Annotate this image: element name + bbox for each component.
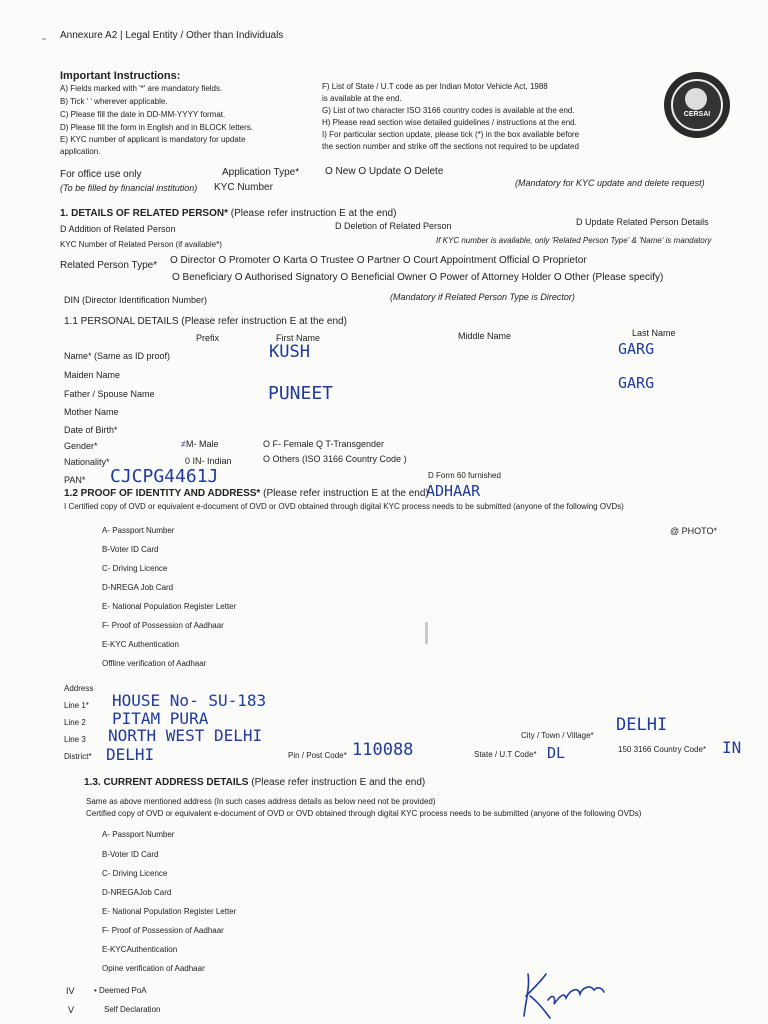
list-item[interactable]: E-KYC Authentication xyxy=(102,640,179,649)
list-item[interactable]: E- National Population Register Letter xyxy=(102,907,237,916)
address-line2-field[interactable]: PITAM PURA xyxy=(112,709,209,728)
personal-details-title: 1.1 PERSONAL DETAILS (Please refer instruction E at the end) xyxy=(64,316,347,327)
district-field[interactable]: DELHI xyxy=(106,745,155,764)
form60-checkbox[interactable]: D Form 60 furnished xyxy=(428,471,501,480)
poi-note: (Please refer instruction E at the end) xyxy=(263,488,429,499)
application-type-label: Application Type* xyxy=(222,167,300,178)
name-label: Name* (Same as ID proof) xyxy=(64,351,171,361)
instruction-item: A) Fields marked with '*' are mandatory fields. xyxy=(60,84,223,93)
city-label: City / Town / Village* xyxy=(521,731,594,740)
gender-male-option[interactable] xyxy=(181,440,218,449)
middle-name-column-header: Middle Name xyxy=(458,331,512,341)
list-item[interactable]: D-NREGA Job Card xyxy=(102,583,174,592)
father-spouse-label: Father / Spouse Name xyxy=(64,389,155,399)
gender-other-options[interactable]: O F- Female Q T-Transgender xyxy=(263,439,385,449)
office-use-label: For office use only xyxy=(60,169,142,180)
state-field[interactable]: DL xyxy=(547,744,566,762)
section1-heading: 1. DETAILS OF RELATED PERSON* xyxy=(60,208,228,219)
address-line2-label: Line 2 xyxy=(64,718,86,727)
first-name-column-header: First Name xyxy=(276,333,321,343)
list-item[interactable]: C- Driving Licence xyxy=(102,869,168,878)
strike-mark: ≠ xyxy=(181,439,186,449)
related-person-type-options-1[interactable]: O Director O Promoter O Karta O Trustee O Partner O Court Appointment Official O Proprietor xyxy=(170,255,587,266)
instruction-item: E) KYC number of applicant is mandatory for update xyxy=(60,135,246,144)
self-declaration-option[interactable]: Self Declaration xyxy=(104,1005,161,1014)
state-label: State / U.T Code* xyxy=(474,750,537,759)
current-certified-note: Certified copy of OVD or equivalent e-document of OVD or OVD obtained through digital KYC process needs to be submitted (anyone of the following OVDs) xyxy=(86,809,642,818)
instruction-item: I) For particular section update, please tick (*) in the box available before xyxy=(322,130,580,139)
list-item[interactable]: F- Proof of Possession of Aadhaar xyxy=(102,926,224,935)
instruction-item: H) Please read section wise detailed guidelines / instructions at the end. xyxy=(322,118,577,127)
related-person-type-label: Related Person Type* xyxy=(60,260,158,271)
address-line3-field[interactable]: NORTH WEST DELHI xyxy=(108,726,263,745)
list-item[interactable]: D-NREGAJob Card xyxy=(102,888,172,897)
related-kyc-label: KYC Number of Related Person (if available*) xyxy=(60,240,222,249)
related-kyc-note: If KYC number is available, only 'Related Person Type' & 'Name' is mandatory xyxy=(436,236,712,245)
instruction-item: B) Tick ' ' wherever applicable. xyxy=(60,97,168,106)
same-as-above-checkbox[interactable]: Same as above mentioned address (In such cases address details as below need not be provided) xyxy=(86,797,436,806)
list-item[interactable]: A- Passport Number xyxy=(102,526,175,535)
poi-title xyxy=(64,489,429,499)
din-note: (Mandatory if Related Person Type is Director) xyxy=(390,292,575,302)
nationality-label: Nationality* xyxy=(64,457,110,467)
list-item[interactable]: B-Voter ID Card xyxy=(102,850,159,859)
gender-label: Gender* xyxy=(64,441,98,451)
pan-field[interactable]: CJCPG4461J xyxy=(110,466,219,487)
poi-document-field[interactable]: ADHAAR xyxy=(426,482,481,500)
kyc-number-label: KYC Number xyxy=(214,182,273,193)
gender-male-label: M- Male xyxy=(185,439,219,449)
section1-note: (Please refer instruction E at the end) xyxy=(230,208,397,219)
current-address-heading: 1.3. CURRENT ADDRESS DETAILS xyxy=(84,777,249,788)
applicant-signature xyxy=(520,966,610,1022)
seal-label: CERSAI xyxy=(683,111,711,118)
last-name-column-header: Last Name xyxy=(632,328,676,338)
father-first-name-field[interactable]: PUNEET xyxy=(268,383,334,404)
instruction-item: D) Please fill the form in English and in BLOCK letters. xyxy=(60,123,253,132)
poi-heading: 1.2 PROOF OF IDENTITY AND ADDRESS* xyxy=(64,488,261,499)
instruction-item: G) List of two character ISO 3166 country codes is available at the end. xyxy=(322,106,575,115)
instruction-item: is available at the end. xyxy=(322,94,402,103)
roman-v: V xyxy=(68,1005,75,1015)
addition-checkbox[interactable]: D Addition of Related Person xyxy=(60,224,176,234)
kyc-mandatory-note: (Mandatory for KYC update and delete request) xyxy=(515,178,705,188)
roman-iv: IV xyxy=(66,986,75,996)
maiden-name-label: Maiden Name xyxy=(64,370,121,380)
list-item[interactable]: E- National Population Register Letter xyxy=(102,602,237,611)
din-label: DIN (Director Identification Number) xyxy=(64,295,208,305)
list-item[interactable]: Opine verification of Aadhaar xyxy=(102,964,205,973)
instruction-item: the section number and strike off the sections not required to be updated xyxy=(322,142,579,151)
first-name-field[interactable]: KUSH xyxy=(269,342,310,362)
scan-speck xyxy=(42,38,46,40)
address-line1-field[interactable]: HOUSE No- SU-183 xyxy=(112,691,267,710)
last-name-field[interactable]: GARG xyxy=(618,340,655,358)
city-field[interactable]: DELHI xyxy=(616,715,668,735)
poi-certified-note: I Certified copy of OVD or equivalent e-document of OVD or OVD obtained through digital KYC process needs to be submitted (anyone of the following OVDs) xyxy=(64,502,624,511)
father-last-name-field[interactable]: GARG xyxy=(618,374,655,392)
pin-field[interactable]: 110088 xyxy=(352,740,414,760)
scan-mark xyxy=(425,622,428,644)
mother-name-label: Mother Name xyxy=(64,407,119,417)
address-line3-label: Line 3 xyxy=(64,735,86,744)
section1-title xyxy=(60,209,396,219)
instruction-item: F) List of State / U.T code as per Indian Motor Vehicle Act, 1988 xyxy=(322,82,548,91)
seal-emblem xyxy=(685,88,707,110)
prefix-column-header: Prefix xyxy=(196,333,220,343)
instruction-item: application. xyxy=(60,147,101,156)
nationality-others-option[interactable]: O Others (ISO 3166 Country Code ) xyxy=(263,454,407,464)
seal-ring xyxy=(671,79,723,131)
deemed-poa-option[interactable]: • Deemed PoA xyxy=(94,986,147,995)
deletion-checkbox[interactable]: D Deletion of Related Person xyxy=(335,221,452,231)
country-field[interactable]: IN xyxy=(722,738,742,757)
list-item[interactable]: C- Driving Licence xyxy=(102,564,168,573)
cersai-seal-logo xyxy=(664,72,730,138)
address-line1-label: Line 1* xyxy=(64,701,89,710)
instructions-title: Important Instructions: xyxy=(60,70,181,82)
application-type-options[interactable]: O New O Update O Delete xyxy=(325,166,444,177)
list-item[interactable]: F- Proof of Possession of Aadhaar xyxy=(102,621,224,630)
list-item[interactable]: Offline verification of Aadhaar xyxy=(102,659,207,668)
country-label: 150 3166 Country Code* xyxy=(618,745,707,754)
photo-placeholder: @ PHOTO* xyxy=(670,526,717,536)
list-item[interactable]: A- Passport Number xyxy=(102,830,175,839)
related-person-type-options-2[interactable]: O Beneficiary O Authorised Signatory O Beneficial Owner O Power of Attorney Holder O Other (Please specify) xyxy=(172,272,664,283)
current-address-note: (Please refer instruction E and the end) xyxy=(251,777,426,788)
list-item[interactable]: E-KYCAuthentication xyxy=(102,945,178,954)
nationality-indian-option[interactable]: 0 IN- Indian xyxy=(185,456,232,466)
address-label: Address xyxy=(64,684,94,693)
list-item[interactable]: B-Voter ID Card xyxy=(102,545,159,554)
dob-label: Date of Birth* xyxy=(64,425,118,435)
pin-label: Pin / Post Code* xyxy=(288,751,347,760)
district-label: District* xyxy=(64,752,92,761)
annexure-title: Annexure A2 | Legal Entity / Other than Individuals xyxy=(60,30,284,41)
current-address-title xyxy=(84,778,425,788)
pan-label: PAN* xyxy=(64,475,86,485)
update-checkbox[interactable]: D Update Related Person Details xyxy=(576,217,709,227)
instruction-item: C) Please fill the date in DD-MM-YYYY format. xyxy=(60,110,226,119)
filled-by-note: (To be filled by financial institution) xyxy=(60,183,198,193)
